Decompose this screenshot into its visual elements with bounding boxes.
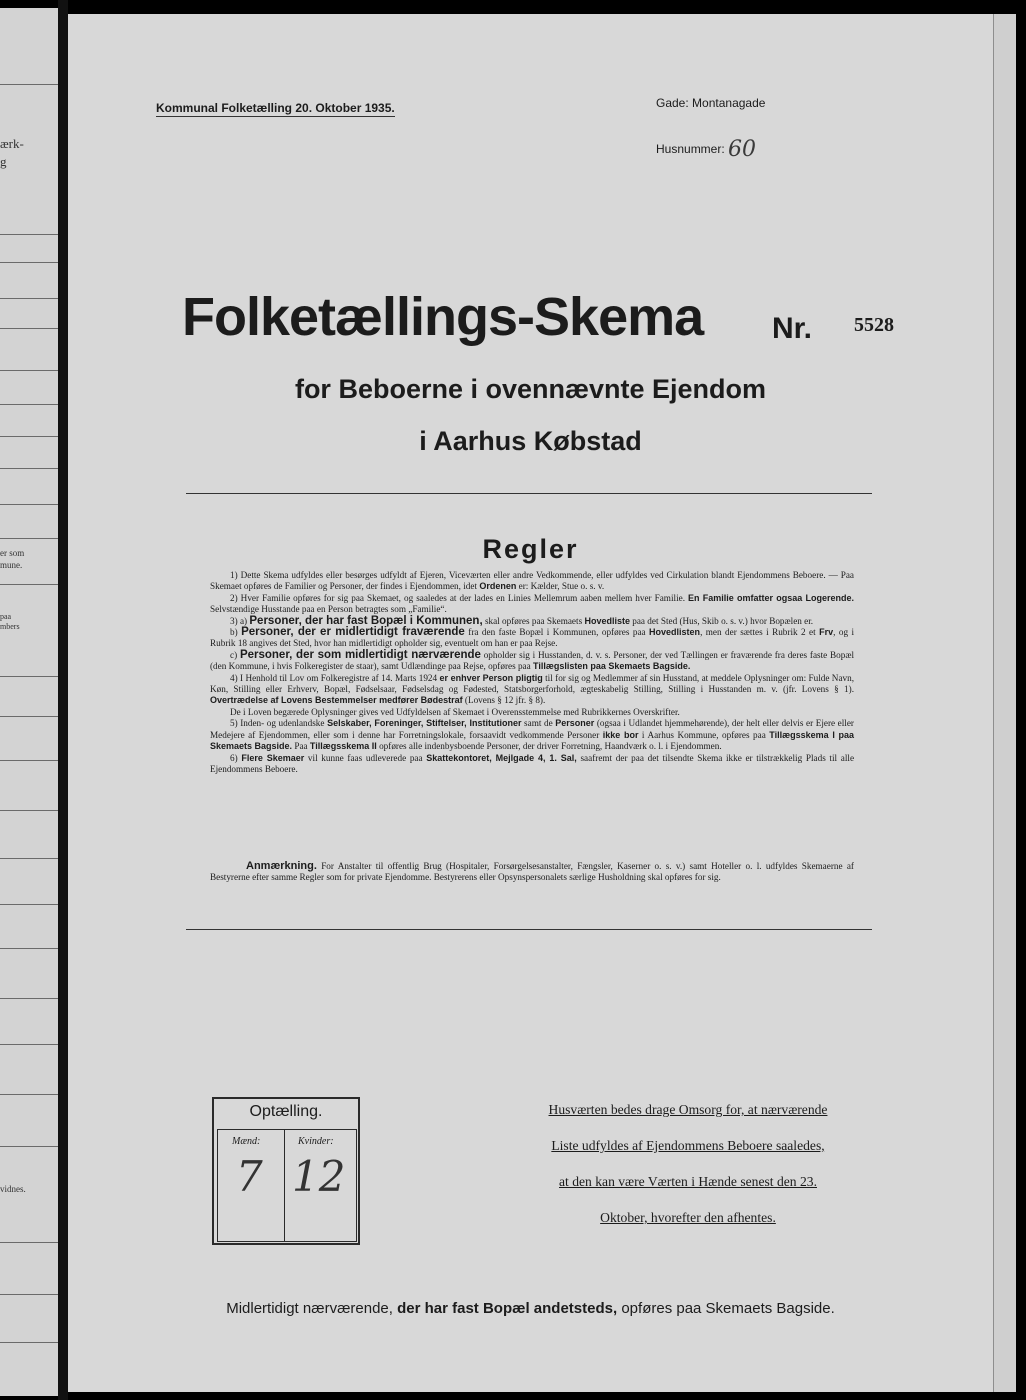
rule-1: 1) Dette Skema udfyldes eller besørges udfyldt af Ejeren, Viceværten eller andre Vedkommende, eller udfyldes ved Cirkulation blandt Ejendommens Beboere. — Paa Skemaet opføres de Familier og Personer, der findes i Ejendommen, idet Ordenen er: Kælder, Stue o. s. v. [210,570,854,592]
divider [0,1044,58,1045]
remark-paragraph [210,861,854,884]
instruction-line: Liste udfyldes af Ejendommens Beboere saaledes, [551,1138,825,1153]
form-number-label: Nr. [772,312,813,345]
divider [0,948,58,949]
rule-4: 4) I Henhold til Lov om Folkeregistre af 14. Marts 1924 er enhver Person pligtig til for sig og Medlemmer af sin Husstand, at meddele Oplysninger om: Fulde Navn, Køn, Stilling eller Erhverv, Bopæl, Fødselsaar, Fødselsdag og Fødested, Statsborgerforhold, ægteskabelig Stilling, Stilling i Husstanden m. v. (jfr. Lovens § 1). Overtrædelse af Lovens Bestemmelser medfører Bødestraf (Lovens § 12 jfr. § 8). [210,672,855,706]
fragment-text: vidnes. [0,1184,26,1194]
facing-page-fragment [0,8,58,1396]
count-box [212,1097,360,1245]
divider [186,929,872,930]
divider [0,504,58,505]
divider [0,858,58,859]
rule-5: 5) Inden- og udenlandske Selskaber, Foreninger, Stiftelser, Institutioner samt de Personer (ogsaa i Udlandet hjemmehørende), der helt eller delvis er Ejere eller Medejere af Ejendommen, eller som i denne har Forretningslokale, forsaavidt vedkommende Personer ikke bor i Aarhus Kommune, opføres paa Tillægsskema I paa Skemaets Bagside. Paa Tillægsskema II opføres alle indenbysboende Personer, der driver Forretning, Haandværk o. l. i Ejendommen. [210,718,855,752]
divider [0,436,58,437]
remark-label: Anmærkning. [246,860,317,872]
divider [0,1342,58,1343]
fragment-text: mune. [0,560,23,570]
house-number-value: 60 [728,137,757,162]
divider [0,676,58,677]
instruction-line: Oktober, hvorefter den afhentes. [600,1210,776,1225]
street-value: Montanagade [692,96,766,110]
divider [0,370,58,371]
house-number-field [656,134,757,162]
women-count: 12 [292,1152,346,1201]
divider [0,1094,58,1095]
divider [0,584,58,585]
instruction-line: at den kan være Værten i Hænde senest den 23. [559,1174,817,1189]
rule-3b: b) Personer, der er midlertidigt fraværende fra den faste Bopæl i Kommunen, opføres paa Hovedlisten, men der sættes i Rubrik 2 et Frv, og i Rubrik 18 angives det Sted, hvor han midlertidigt opholder sig, eventuelt om han er paa Rejse. [210,626,855,649]
divider [0,998,58,999]
fragment-text: g [0,154,7,169]
divider [0,262,58,263]
rule-3c: c) Personer, der som midlertidigt nærværende opholder sig i Husstanden, d. v. s. Personer, der ved Tællingen er fraværende fra deres faste Bopæl (den Kommune, i hvis Folkeregister de staar), samt Udlændinge paa Rejse, opføres paa Tillægslisten paa Skemaets Bagside. [210,648,855,672]
house-number-label: Husnummer: [656,142,725,156]
census-title-label: Kommunal Folketælling 20. Oktober 1935. [156,101,395,115]
divider [0,1242,58,1243]
divider [0,234,58,235]
rule-3a: 3) a) Personer, der har fast Bopæl i Kommunen, skal opføres paa Skemaets Hovedliste paa det Sted (Hus, Skib o. s. v.) hvor Bopælen er. [230,614,814,627]
rule-6: 6) Flere Skemaer vil kunne faas udleverede paa Skattekontoret, Mejlgade 4, 1. Sal, saafremt der paa det tilsendte Skema ikke er tilstrækkelig Plads til alle Ejendommens Beboere. [210,752,855,774]
divider [0,84,58,85]
count-title: Optælling. [249,1103,323,1120]
rule-4-continued: De i Loven begærede Oplysninger gives ved Udfyldelsen af Skemaet i Overensstemmelse med Rubrikkernes Overskrifter. [230,706,680,717]
divider [0,298,58,299]
divider [0,1294,58,1295]
book-gutter [58,0,68,1400]
divider [0,760,58,761]
divider [186,493,872,494]
divider [0,716,58,717]
divider [0,328,58,329]
fragment-text: ærk- [0,136,24,151]
rules-text [210,570,854,775]
street-label: Gade: [656,96,689,110]
footer-note: Midlertidigt nærværende, der har fast Bopæl andetsteds, opføres paa Skemaets Bagside. [226,1300,835,1317]
page-edge [993,14,1016,1392]
men-count: 7 [236,1152,263,1201]
fragment-text: mbers [0,622,20,631]
women-label: Kvinder: [298,1136,334,1147]
divider [0,810,58,811]
instruction-line: Husværten bedes drage Omsorg for, at nærværende [548,1102,828,1117]
remark-text: For Anstalter til offentlig Brug (Hospitaler, Forsørgelsesanstalter, Fængsler, Kaserner o. s. v.) samt Hoteller o. l. udfyldes Skemaerne af Bestyrerne efter samme Regler som for private Ejendomme. Bestyrerens eller Opsynspersonalets særlige Husholdning skal opføres for sig. [210,861,854,883]
divider [0,904,58,905]
form-subtitle: for Beboerne i ovennævnte Ejendom [294,374,767,404]
rules-heading: Regler [482,534,579,564]
men-label: Mænd: [232,1136,261,1147]
divider [0,468,58,469]
divider [0,538,58,539]
census-form-page [68,14,993,1392]
fragment-text: paa [0,612,12,621]
rule-2: 2) Hver Familie opføres for sig paa Skemaet, og saaledes at der lades en Linies Mellemrum aaben mellem hver Familie. En Familie omfatter ogsaa Logerende. Selvstændige Husstande paa en Person betragtes som „Familie“. [210,592,854,615]
divider [0,1146,58,1147]
form-subtitle-location: i Aarhus Købstad [419,426,642,456]
column-divider [284,1130,285,1241]
divider [0,404,58,405]
count-table [217,1129,357,1242]
fragment-text: er som [0,548,25,558]
form-title: Folketællings-Skema [182,287,704,347]
form-number-value: 5528 [854,314,894,336]
street-field [656,96,765,110]
